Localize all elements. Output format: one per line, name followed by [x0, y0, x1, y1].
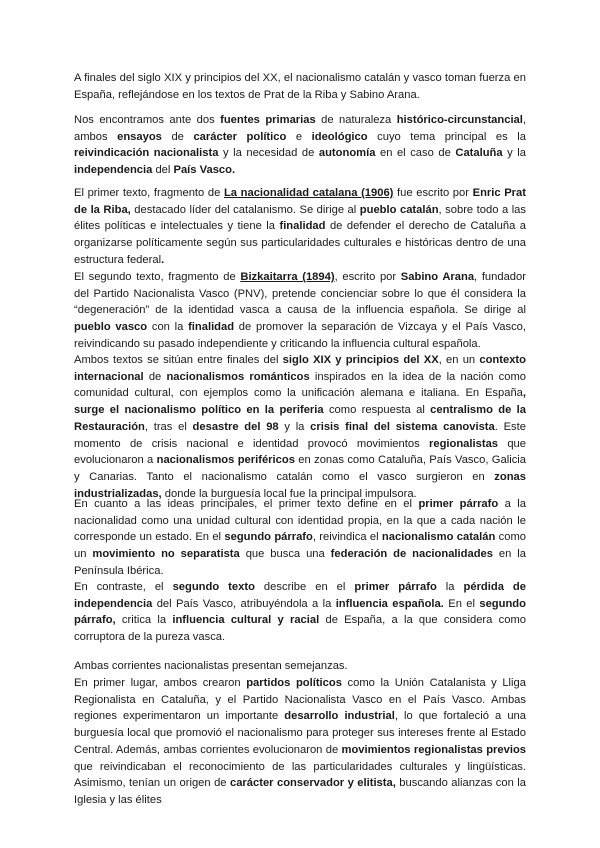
- bold-text: Cataluña: [455, 147, 503, 160]
- text: en zonas como Cataluña, País Vasco, Galicia y Canarias. Tanto el nacionalismo catalán como el vasco surgieron en: [74, 454, 526, 483]
- bold-text: autonomía: [318, 147, 376, 160]
- bold-text: nacionalismos románticos: [166, 370, 310, 383]
- bold-text: segundo párrafo,: [74, 597, 526, 627]
- bold-text: pueblo catalán: [359, 203, 439, 216]
- text: En primer lugar, ambos crearon: [74, 677, 247, 689]
- book-title: La nacionalidad catalana (1906): [223, 187, 394, 199]
- bold-text: , surge el nacionalismo político en la periferia: [74, 387, 526, 417]
- text: la: [436, 581, 464, 593]
- text: , en un: [438, 354, 480, 366]
- text: describe en el: [254, 581, 355, 593]
- text: , escrito por: [334, 271, 401, 283]
- bold-text: crisis final del sistema canovista: [310, 420, 495, 433]
- text: critica la: [115, 614, 173, 627]
- text: , tras el: [144, 420, 193, 433]
- bold-text: segundo párrafo: [224, 531, 313, 544]
- bold-text: finalidad: [188, 321, 235, 334]
- bold-text: influencia cultural y racial: [172, 614, 320, 627]
- text: de defender el derecho de Cataluña a organizarse políticamente según sus particularidades culturales e históricas dentro de una estructura federal: [74, 220, 526, 266]
- paragraph-similarities: [74, 675, 526, 809]
- text: e: [286, 130, 312, 143]
- bold-text: País Vasco.: [173, 164, 236, 177]
- text: cuyo tema principal es la: [367, 130, 526, 143]
- paragraph-intro: [74, 70, 526, 103]
- text: , reivindica el: [312, 531, 382, 544]
- book-title: Bizkaitarra (1894): [240, 271, 335, 283]
- text: En cuanto a las ideas principales, el primer texto define en el: [74, 498, 419, 510]
- text: El segundo texto, fragmento de: [74, 271, 241, 283]
- bold-text: federación de nacionalidades: [330, 548, 493, 561]
- bold-text: independencia: [74, 164, 153, 177]
- bold-text: movimiento no separatista: [92, 548, 240, 561]
- bold-text: desarrollo industrial: [284, 710, 395, 723]
- bold-text: ideológico: [311, 130, 368, 143]
- paragraph-first-text: [74, 185, 526, 269]
- bold-text: fuentes primarias: [220, 114, 316, 126]
- bold-text: reivindicación nacionalista: [74, 147, 219, 160]
- text: como la Unión Catalanista y Lliga Regionalista en Cataluña, y el Partido Nacionalista Vasco en el País Vasco. Ambas regiones experimentaron un importante: [74, 677, 526, 723]
- bold-text: nacionalismos periféricos: [156, 454, 295, 467]
- text: En el: [443, 597, 480, 610]
- text: donde la burguesía local fue la principal impulsora.: [161, 487, 417, 500]
- bold-text: primer párrafo: [354, 581, 437, 593]
- text: , lo que fortaleció a una burguesía local que promovió el nacionalismo para proteger sus intereses frente al Estado Central. Además, ambas corrientes evolucionaron de: [74, 710, 526, 756]
- bold-text: segundo texto: [172, 581, 255, 593]
- paragraph-similarities-intro: [74, 658, 526, 675]
- text: con la: [147, 321, 189, 334]
- text: del País Vasco, atribuyéndola a la: [152, 597, 336, 610]
- text: inspirados en la idea de la nación como comunidad cultural, con ejemplos como la unificación alemana e italiana. En España: [74, 370, 526, 400]
- bold-text: primer párrafo: [418, 498, 499, 510]
- text: que busca una: [239, 548, 331, 561]
- bold-text: centralismo de la Restauración: [74, 404, 526, 433]
- bold-text: Sabino Arana: [400, 271, 475, 283]
- text: Nos encontramos ante dos: [74, 114, 221, 126]
- text: Ambos textos se sitúan entre finales del: [74, 354, 283, 366]
- paragraph-sources: [74, 112, 526, 179]
- text: de España, a la que considera como corruptora de la pureza vasca.: [74, 614, 526, 644]
- bold-text: movimientos regionalistas previos: [341, 743, 526, 756]
- text: que reivindicaban el reconocimiento de las particularidades culturales y lingüísticas. Asimismo, tenían un origen de: [74, 760, 526, 790]
- text: de: [161, 130, 194, 143]
- text: a la nacionalidad como una unidad cultural con identidad propia, en la que a cada nación le corresponde un estado. En el: [74, 498, 526, 544]
- text: de promover la separación de Vizcaya y el País Vasco, reivindicando su pasado independiente y criticando la influencia cultural española.: [74, 321, 526, 350]
- text: en el caso de: [375, 147, 456, 160]
- text: como un: [74, 531, 526, 561]
- text: El primer texto, fragmento de: [74, 187, 224, 199]
- bold-text: desastre del 98: [192, 420, 279, 433]
- text: . Este momento de crisis nacional e identidad provocó movimientos: [74, 420, 526, 450]
- text: como respuesta al: [323, 404, 431, 417]
- bold-text: nacionalismo catalán: [381, 531, 496, 544]
- paragraph-context: [74, 352, 526, 502]
- bold-text: carácter político: [193, 130, 287, 143]
- bold-text: carácter conservador y elitista,: [229, 777, 396, 790]
- bold-text: .: [161, 253, 165, 266]
- text: , sobre todo a las élites políticas e intelectuales y tiene la: [74, 203, 526, 233]
- bold-text: finalidad: [279, 220, 326, 233]
- text: fue escrito por: [393, 187, 473, 199]
- bold-text: Enric Prat de la Riba,: [74, 187, 526, 216]
- text: y la necesidad de: [218, 147, 319, 160]
- text: que evolucionaron a: [74, 437, 526, 467]
- text: del: [152, 164, 174, 177]
- bold-text: partidos políticos: [246, 677, 342, 689]
- text: de: [143, 370, 167, 383]
- bold-text: regionalistas: [429, 437, 499, 450]
- paragraph-main-ideas: [74, 496, 526, 580]
- bold-text: ensayos: [117, 130, 162, 143]
- text: y la: [278, 420, 311, 433]
- bold-text: siglo XIX y principios del XX: [282, 354, 439, 366]
- paragraph-contrast: [74, 579, 526, 646]
- text: Ambas corrientes nacionalistas presentan semejanzas.: [74, 660, 348, 672]
- bold-text: contexto internacional: [74, 354, 526, 383]
- text: , ambos: [74, 114, 527, 143]
- text: buscando alianzas con la Iglesia y las élites: [74, 777, 526, 806]
- bold-text: histórico-circunstancial: [396, 114, 523, 126]
- text: de naturaleza: [315, 114, 397, 126]
- paragraph-second-text: [74, 269, 526, 353]
- bold-text: pérdida de independencia: [74, 581, 526, 610]
- text: A finales del siglo XIX y principios del XX, el nacionalismo catalán y vasco toman fuerza en España, reflejándose en los textos de Prat de la Riba y Sabino Arana.: [74, 72, 526, 101]
- text: , fundador del Partido Nacionalista Vasco (PNV), pretende concienciar sobre lo que él considera la “degeneración” de la identidad vasca a causa de la influencia española. Se dirige al: [74, 271, 526, 317]
- text: En contraste, el: [74, 581, 173, 593]
- bold-text: zonas industrializadas,: [74, 470, 526, 500]
- text: destacado líder del catalanismo. Se dirige al: [130, 203, 360, 216]
- bold-text: influencia española.: [335, 597, 444, 610]
- text: en la Península Ibérica.: [74, 548, 526, 577]
- text: y la: [502, 147, 526, 160]
- bold-text: pueblo vasco: [74, 321, 148, 334]
